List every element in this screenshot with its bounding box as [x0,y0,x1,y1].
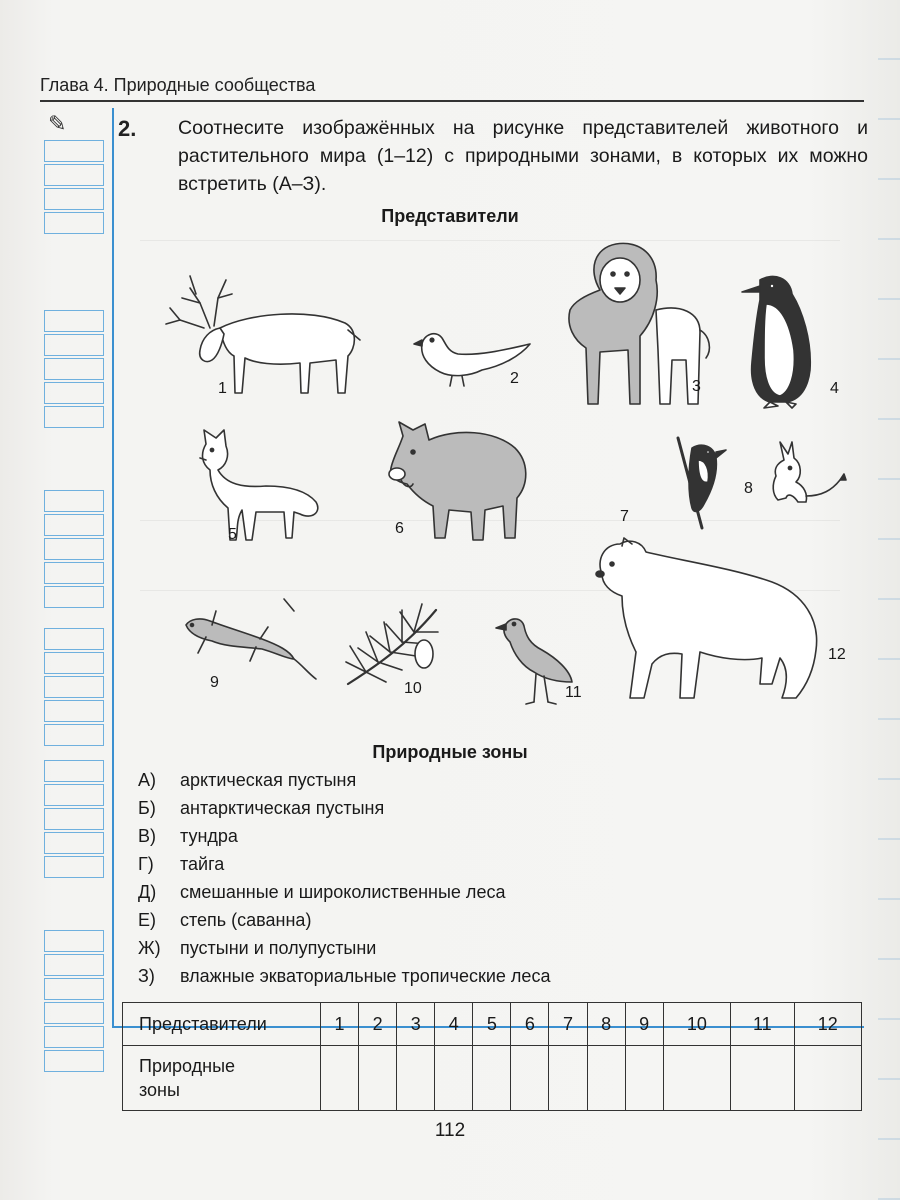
task-number: 2. [118,116,137,141]
column-header: 9 [625,1003,663,1046]
lizard-icon [176,595,326,685]
pencil-icon: ✎ [48,112,67,137]
task-text: Соотнесите изображённых на рисунке представителей животного и растительного мира (1–12) с природными зонами, в которых их можно встретить (А–З). [178,117,868,195]
row-header-zones-line1: Природные [139,1056,236,1076]
label-8: 8 [744,480,753,497]
woodpecker-icon [662,430,728,530]
wild-boar-icon [385,418,535,546]
jerboa-icon [758,440,848,516]
penguin-icon [730,270,830,410]
zone-key: В) [138,826,156,846]
label-11: 11 [565,684,582,701]
zone-item [138,966,838,994]
zone-text: степь (саванна) [180,910,312,930]
zone-text: антарктическая пустыня [180,798,385,818]
task-frame-left [112,108,114,1028]
label-9: 9 [210,674,219,691]
label-5: 5 [228,526,237,543]
answer-box-stack [44,760,104,880]
zones-title: Природные зоны [372,742,528,762]
zone-item [138,826,838,854]
lion-icon [540,240,715,410]
label-12: 12 [828,646,846,663]
column-header: 10 [663,1003,730,1046]
zone-key: Е) [138,910,156,930]
column-header: 12 [794,1003,861,1046]
zone-text: смешанные и широколиственные леса [180,882,506,902]
answer-cell[interactable] [731,1046,794,1111]
answer-cell[interactable] [663,1046,730,1111]
zone-item [138,770,838,798]
label-2: 2 [510,370,519,387]
column-header: 11 [731,1003,794,1046]
column-header: 8 [587,1003,625,1046]
answer-box-stack [44,310,104,430]
column-header: 7 [549,1003,587,1046]
zone-key: Д) [138,882,157,902]
answer-cell[interactable] [321,1046,359,1111]
zone-text: влажные экваториальные тропические леса [180,966,551,986]
column-header: 1 [321,1003,359,1046]
zone-key: Г) [138,854,154,874]
zone-key: А) [138,770,156,790]
answer-table [122,1002,862,1111]
answer-cell[interactable] [359,1046,397,1111]
label-6: 6 [395,520,404,537]
zone-item [138,938,838,966]
bleed-line [140,240,840,241]
answer-cell[interactable] [511,1046,549,1111]
zone-item [138,798,838,826]
label-4: 4 [830,380,839,397]
label-3: 3 [692,378,701,395]
page-number: 112 [434,1120,466,1141]
zone-item [138,882,838,910]
answer-cell[interactable] [587,1046,625,1111]
arctic-fox-icon [196,428,326,546]
zone-text: тундра [180,826,238,846]
column-header: 6 [511,1003,549,1046]
zone-key: З) [138,966,155,986]
column-header: 3 [397,1003,435,1046]
column-header: 2 [359,1003,397,1046]
answer-cell[interactable] [397,1046,435,1111]
zone-text: пустыни и полупустыни [180,938,377,958]
representatives-title: Представители [381,206,519,226]
answer-cell[interactable] [549,1046,587,1111]
column-header: 4 [435,1003,473,1046]
label-7: 7 [620,508,629,525]
zones-list [138,770,838,994]
column-header: 5 [473,1003,511,1046]
label-1: 1 [218,380,227,397]
reindeer-icon [160,268,370,398]
answer-cell[interactable] [435,1046,473,1111]
zone-key: Б) [138,798,156,818]
chapter-title: Глава 4. Природные сообщества [40,75,316,95]
answer-cell[interactable] [794,1046,861,1111]
zone-item [138,910,838,938]
table-row [123,1046,862,1111]
pine-branch-icon [336,596,446,696]
row-header-zones-line2: зоны [139,1080,180,1100]
row-header-zones [123,1046,321,1111]
page-edge [878,0,900,1200]
zone-text: арктическая пустыня [180,770,357,790]
answer-cell[interactable] [473,1046,511,1111]
answer-box-stack [44,628,104,748]
table-row [123,1003,862,1046]
zone-item [138,854,838,882]
answer-cell[interactable] [625,1046,663,1111]
answer-box-stack [44,930,104,1074]
polar-bear-icon [582,534,832,706]
zone-text: тайга [180,854,225,874]
row-header-representatives: Представители [123,1003,321,1046]
answer-box-stack [44,490,104,610]
chapter-header [40,72,864,102]
label-10: 10 [404,680,422,697]
zone-key: Ж) [138,938,161,958]
